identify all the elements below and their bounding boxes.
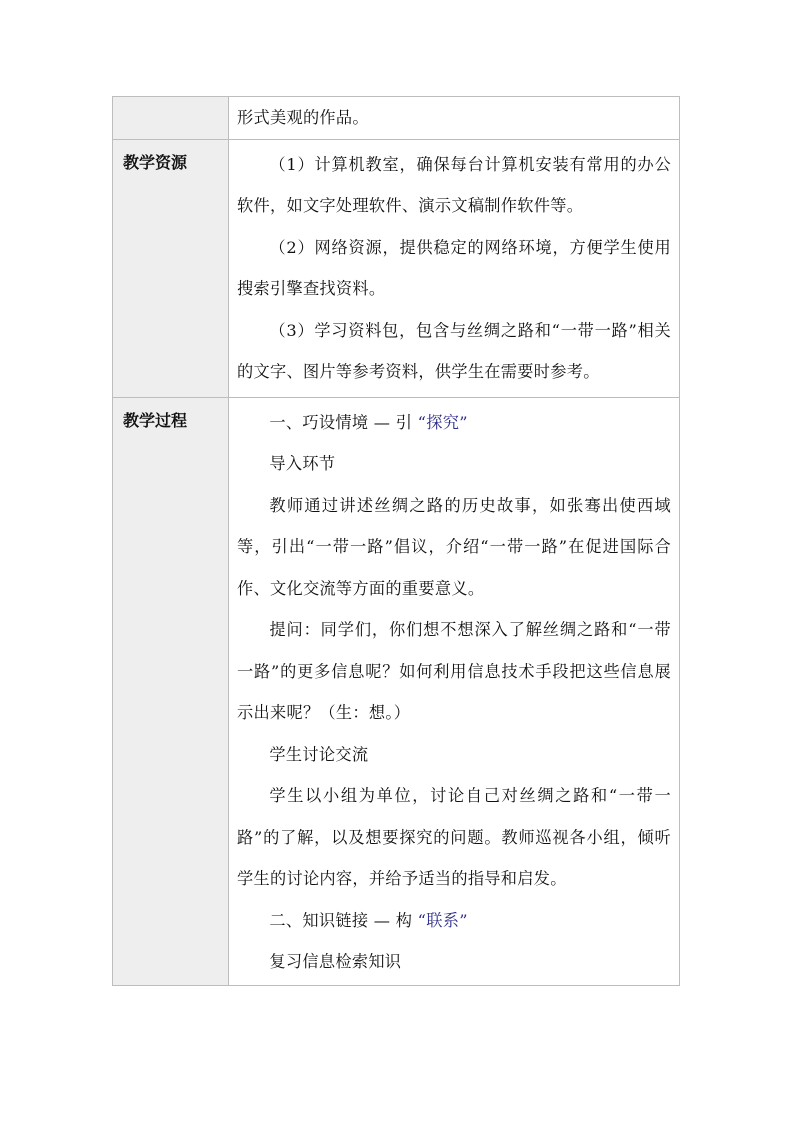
section-heading-1	[237, 402, 671, 444]
content-cell-process	[229, 397, 680, 985]
content-cell-resources	[229, 139, 680, 397]
section-heading-2	[237, 900, 671, 942]
row-label	[113, 97, 228, 110]
resource-item-3: （3）学习资料包，包含与丝绸之路和“一带一路”相关的文字、图片等参考资料，供学生在需要时参考。	[237, 320, 671, 381]
paragraph: 形式美观的作品。	[237, 108, 369, 127]
paragraph-story: 教师通过讲述丝绸之路的历史故事，如张骞出使西域等，引出“一带一路”倡议，介绍“一带一路”在促进国际合作、文化交流等方面的重要意义。	[237, 495, 671, 598]
heading-prefix: 二、知识链接 — 构	[269, 910, 418, 930]
resource-item-1: （1）计算机教室，确保每台计算机安装有常用的办公软件，如文字处理软件、演示文稿制作软件等。	[237, 154, 671, 215]
content-cell-goal-end	[229, 97, 680, 140]
table-row	[113, 139, 680, 397]
label-cell-process	[113, 397, 229, 985]
label-cell-empty	[113, 97, 229, 140]
heading-highlight: “联系”	[417, 910, 468, 930]
table-row	[113, 397, 680, 985]
table-row	[113, 97, 680, 140]
subheading-discussion: 学生讨论交流	[269, 744, 369, 764]
row-label-teaching-process: 教学过程	[123, 410, 188, 430]
label-cell-resources	[113, 139, 229, 397]
paragraph-discussion: 学生以小组为单位，讨论自己对丝绸之路和“一带一路”的了解，以及想要探究的问题。教师巡视各小组，倾听学生的讨论内容，并给予适当的指导和启发。	[237, 786, 671, 888]
resource-item-2: （2）网络资源，提供稳定的网络环境，方便学生使用搜索引擎查找资料。	[237, 237, 671, 298]
paragraph-question: 提问：同学们，你们想不想深入了解丝绸之路和“一带一路”的更多信息呢？如何利用信息技术手段把这些信息展示出来呢？（生：想。）	[237, 620, 671, 722]
lesson-plan-table	[112, 96, 680, 986]
subheading-review: 复习信息检索知识	[269, 952, 402, 971]
subheading-intro: 导入环节	[269, 454, 336, 473]
heading-highlight: “探究”	[417, 412, 468, 432]
row-label-teaching-resources: 教学资源	[123, 152, 188, 172]
heading-prefix: 一、巧设情境 — 引	[269, 412, 418, 432]
